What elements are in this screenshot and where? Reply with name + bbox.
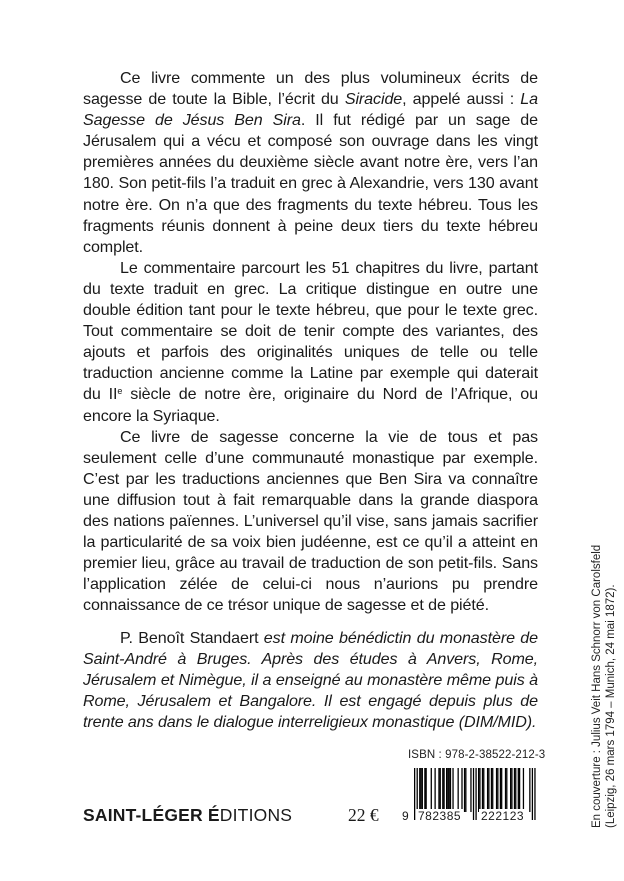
barcode-bar bbox=[506, 768, 507, 812]
barcode-bar bbox=[470, 768, 471, 812]
barcode-bar bbox=[523, 768, 524, 812]
barcode-bar bbox=[440, 768, 441, 812]
barcode-bar bbox=[447, 768, 448, 812]
barcode-bar bbox=[497, 768, 498, 812]
barcode-bar bbox=[434, 768, 435, 812]
barcode-bar bbox=[464, 768, 465, 812]
barcode-bar bbox=[491, 768, 492, 812]
barcode-bar bbox=[514, 768, 515, 812]
barcode-bar bbox=[449, 768, 450, 812]
barcode-bar bbox=[442, 768, 443, 812]
barcode-bar bbox=[422, 768, 423, 812]
barcode-bar bbox=[483, 768, 484, 812]
back-cover-text bbox=[83, 68, 538, 616]
barcode-bar bbox=[482, 768, 483, 812]
barcode-bar bbox=[501, 768, 502, 812]
barcode-bar bbox=[426, 768, 427, 812]
barcode-bar bbox=[478, 768, 479, 812]
barcode-bar bbox=[487, 768, 488, 812]
barcode-first-digit: 9 bbox=[402, 809, 409, 823]
cover-credit-line-2: (Leipzig, 26 mars 1794 – Munich, 24 mai 1872). bbox=[605, 584, 617, 828]
barcode-bar bbox=[419, 768, 420, 812]
barcode-bar bbox=[431, 768, 432, 812]
barcode-bar bbox=[420, 768, 421, 812]
publisher-name: SAINT-LÉGER ÉDITIONS bbox=[83, 805, 293, 825]
isbn-label: ISBN : 978-2-38522-212-3 bbox=[408, 749, 546, 761]
barcode-bar bbox=[496, 768, 497, 812]
author-bio bbox=[83, 628, 538, 733]
paragraph-3: Ce livre de sagesse concerne la vie de tous et pas seulement celle d’une communauté monastique par exemple. C’est par les traductions anciennes que Ben Sira va connaître une diffusion tout à fait remarquable dans la grande diaspora des nations païennes. L’universel qu’il vise, sans jamais sacrifier la particularité de sa voix bien judéenne, est ce qu’il a atteint en premier lieu, grâce au travail de traduction de son petit-fils. Sans l’application zélée de celui-ci nous n’aurions pu prendre connaissance de ce trésor unique de sagesse et de piété. bbox=[83, 427, 538, 615]
barcode-bar bbox=[452, 768, 453, 812]
barcode-bar bbox=[518, 768, 519, 812]
barcode-bar bbox=[479, 768, 480, 812]
barcode-bar bbox=[446, 768, 447, 812]
barcode-bar bbox=[450, 768, 451, 812]
author-bio-text: est moine bénédictin du monastère de Saint-André à Bruges. Après des études à Anvers, Rome, Jérusalem et Nimègue, il a enseigné au monastère même puis à Rome, Jérusalem et Bangalore. Il est engagé depuis plus de trente ans dans le dialogue interreligieux monastique (DIM/MID). bbox=[83, 629, 538, 732]
barcode-bar bbox=[510, 768, 511, 812]
barcode-bar bbox=[500, 768, 501, 812]
paragraph-1: Ce livre commente un des plus volumineux écrits de sagesse de toute la Bible, l’écrit du Siracide, appelé aussi : La Sagesse de Jésus Ben Sira. Il fut rédigé par un sage de Jérusalem qui a vécu et composé son ouvrage dans les vingt premières années du deuxième siècle avant notre ère, vers l’an 180. Son petit-fils l’a traduit en grec à Alexandrie, vers 130 avant notre ère. On n’a que des fragments du texte hébreu. Tous les fragments réunis donnent à peine deux tiers du texte hébreu complet. bbox=[83, 69, 538, 256]
barcode-bar bbox=[511, 768, 512, 812]
cover-credit-line-1: En couverture : Julius Veit Hans Schnorr von Carolsfeld bbox=[591, 544, 603, 828]
barcode-bar bbox=[461, 768, 462, 812]
barcode-bar bbox=[492, 768, 493, 812]
barcode-bar bbox=[519, 768, 520, 812]
barcode-bar bbox=[488, 768, 489, 812]
barcode-digits bbox=[402, 809, 542, 827]
barcode-bar bbox=[465, 768, 466, 812]
barcode-bar bbox=[515, 768, 516, 812]
barcode-bar bbox=[438, 768, 439, 812]
barcode-right-group: 222123 bbox=[481, 809, 525, 823]
paragraph-2: Le commentaire parcourt les 51 chapitres du livre, partant du texte traduit en grec. La critique distingue en outre une double édition tant pour le texte hébreu, que pour le texte grec. Tout commentaire se doit de tenir compte des variantes, des ajouts et parfois des originalités uniques de telle ou telle traduction ancienne comme la Latine par exemple qui daterait du IIe siècle de notre ère, originaire du Nord de l’Afrique, ou encore la Syriaque. bbox=[83, 258, 538, 425]
barcode-bar bbox=[458, 768, 459, 812]
barcode-bar bbox=[529, 768, 530, 812]
author-name: P. Benoît Standaert bbox=[120, 629, 259, 647]
price: 22 € bbox=[348, 805, 379, 825]
barcode-left-group: 782385 bbox=[418, 809, 462, 823]
barcode-bar bbox=[424, 768, 425, 812]
barcode-bar bbox=[443, 768, 444, 812]
barcode-bar bbox=[505, 768, 506, 812]
